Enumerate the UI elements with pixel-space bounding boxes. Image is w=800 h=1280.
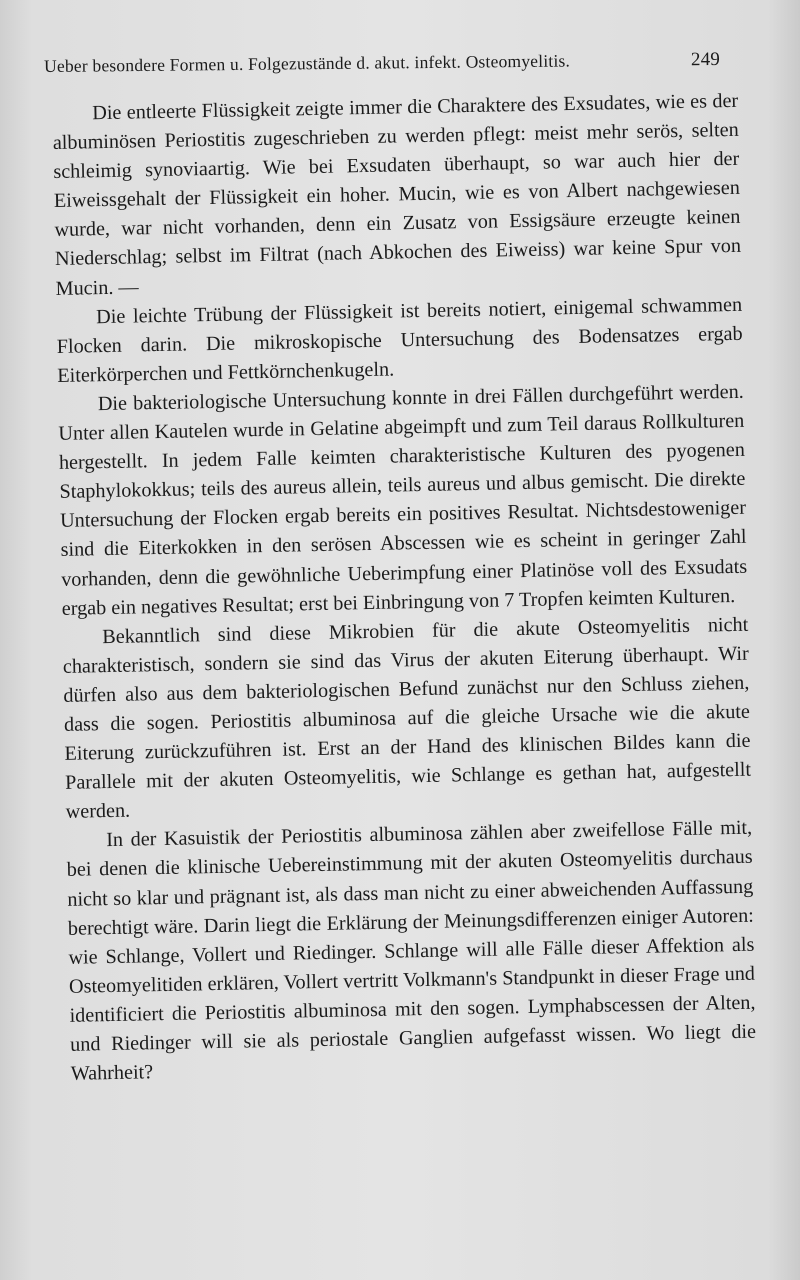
body-text <box>52 87 757 1089</box>
paragraph: Bekanntlich sind diese Mikrobien für die akute Osteomyelitis nicht charakteristisch, sondern sie sind das Virus der akuten Eiterung überhaupt. Wir dürfen also aus dem bakteriologischen Befund zunächst nur den Schluss ziehen, dass die sogen. Periostitis albuminosa auf die gleiche Ursache wie die akute Eiterung zurückzuführen ist. Erst an der Hand des klinischen Bildes kann die Parallele mit der akuten Osteomyelitis, wie Schlange es gethan hat, aufgestellt werden. <box>62 613 752 824</box>
paragraph: Die entleerte Flüssigkeit zeigte immer die Charaktere des Exsudates, wie es der albuminösen Periostitis zugeschrieben zu werden pflegt: meist mehr serös, selten schleimig synoviaartig. Wie bei Exsudaten überhaupt, so war auch hier der Eiweissgehalt der Flüssigkeit ein hoher. Mucin, wie es von Albert nachgewiesen wurde, war nicht vorhanden, denn ein Zusatz von Essigsäure erzeugte keinen Niederschlag; selbst im Filtrat (nach Abkochen des Eiweiss) war keine Spur von Mucin. — <box>52 89 742 300</box>
page-number: 249 <box>690 48 721 71</box>
running-title: Ueber besondere Formen u. Folgezustände d. akut. infekt. Osteomyelitis. <box>44 50 571 76</box>
paragraph: Die leichte Trübung der Flüssigkeit ist bereits notiert, einigemal schwammen Flocken darin. Die mikroskopische Untersuchung des Bodensatzes ergab Eiterkörperchen und Fettkörnchenkugeln. <box>56 293 743 387</box>
running-header <box>44 49 720 78</box>
paragraph: In der Kasuistik der Periostitis albuminosa zählen aber zweifellose Fälle mit, bei denen die klinische Uebereinstimmung mit der akuten Osteomyelitis durchaus nicht so klar und prägnant ist, als dass man nicht zu einer abweichenden Auffassung berechtigt wäre. Darin liegt die Erklärung der Meinungsdifferenzen einiger Autoren: wie Schlange, Vollert und Riedinger. Schlange will alle Fälle dieser Affektion als Osteomyelitiden erklären, Vollert vertritt Volkmann's Standpunkt in dieser Frage und identificiert die Periostitis albuminosa mit den sogen. Lymphabscessen der Alten, und Riedinger will sie als periostale Ganglien aufgefasst wissen. Wo liegt die Wahrheit? <box>66 817 757 1085</box>
paragraph: Die bakteriologische Untersuchung konnte in drei Fällen durchgeführt werden. Unter allen Kautelen wurde in Gelatine abgeimpft und zum Teil daraus Rollkulturen hergestellt. In jedem Falle keimten charakteristische Kulturen des pyogenen Staphylokokkus; teils des aureus allein, teils aureus und albus gemischt. Die direkte Untersuchung der Flocken ergab bereits ein positives Resultat. Nichtsdestoweniger sind die Eiterkokken in den serösen Abscessen wie es scheint in geringer Zahl vorhanden, denn die gewöhnliche Ueberimpfung einer Platinöse voll des Exsudats ergab ein negatives Resultat; erst bei Einbringung von 7 Tropfen keimten Kulturen. <box>58 380 748 620</box>
